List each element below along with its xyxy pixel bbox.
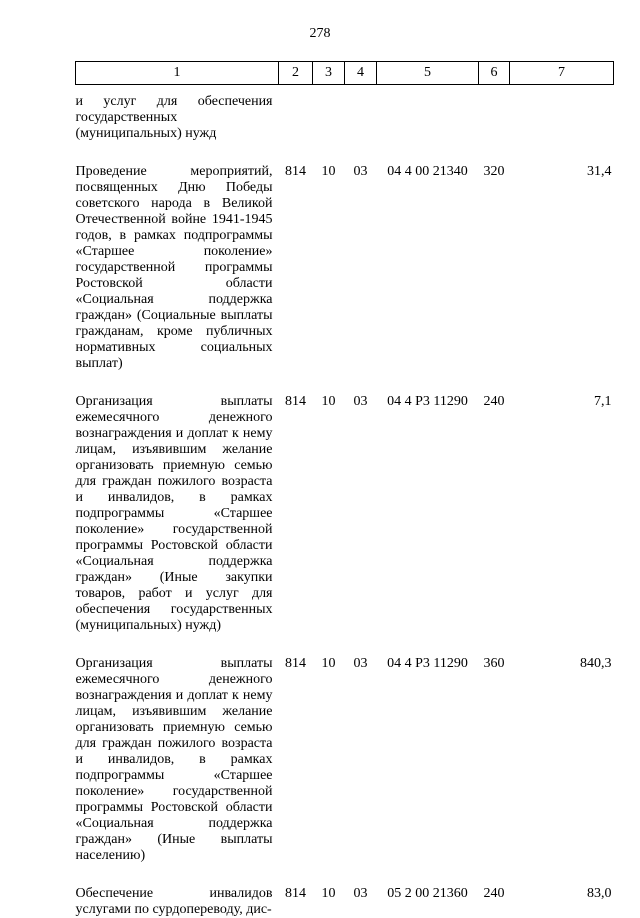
row-vr: 320 [479, 142, 510, 372]
row-pr: 03 [345, 372, 377, 634]
column-header: 6 [479, 62, 510, 85]
header-row [76, 62, 614, 85]
row-pr: 03 [345, 142, 377, 372]
row-description: Организация выплаты ежемесячного денежного вознаграждения и доплат к нему лицам, изъявившим желание организовать приемную семью для граждан пожилого возраста и инвалидов, в рамках подпрограммы «Старшее поколение» государственной программы Ростовской области «Социальная поддержка граждан» (Иные закупки товаров, работ и услуг для обеспечения государственных (муниципальных) нужд) [76, 372, 279, 634]
row-vr: 240 [479, 864, 510, 918]
table-row [76, 142, 614, 372]
column-header: 1 [76, 62, 279, 85]
row-csr: 04 4 Р3 11290 [377, 372, 479, 634]
row-pr: 03 [345, 864, 377, 918]
row-ved [279, 85, 313, 143]
table-body [76, 85, 614, 918]
row-csr: 04 4 00 21340 [377, 142, 479, 372]
table-row [76, 372, 614, 634]
row-amount: 31,4 [510, 142, 614, 372]
row-rz: 10 [313, 142, 345, 372]
table-row [76, 634, 614, 864]
row-description: Обеспечение инвалидов услугами по сурдопереводу, дис- [76, 864, 279, 918]
row-ved: 814 [279, 864, 313, 918]
row-vr: 240 [479, 372, 510, 634]
row-vr: 360 [479, 634, 510, 864]
row-csr: 05 2 00 21360 [377, 864, 479, 918]
column-header: 3 [313, 62, 345, 85]
row-rz: 10 [313, 372, 345, 634]
page-number: 278 [0, 26, 640, 42]
row-pr [345, 85, 377, 143]
table-row [76, 85, 614, 143]
row-amount: 840,3 [510, 634, 614, 864]
column-header: 7 [510, 62, 614, 85]
row-rz [313, 85, 345, 143]
row-rz: 10 [313, 634, 345, 864]
row-description: Проведение мероприятий, посвященных Дню Победы советского народа в Великой Отечественной войне 1941-1945 годов, в рамках подпрограммы «Старшее поколение» государственной программы Ростовской области «Социальная поддержка граждан» (Социальные выплаты гражданам, кроме публичных нормативных социальных выплат) [76, 142, 279, 372]
column-header: 2 [279, 62, 313, 85]
row-csr: 04 4 Р3 11290 [377, 634, 479, 864]
row-amount: 7,1 [510, 372, 614, 634]
column-header: 5 [377, 62, 479, 85]
row-ved: 814 [279, 372, 313, 634]
row-amount: 83,0 [510, 864, 614, 918]
row-ved: 814 [279, 142, 313, 372]
row-description: и услуг для обеспечения государственных (муниципальных) нужд [76, 85, 279, 143]
row-csr [377, 85, 479, 143]
row-description: Организация выплаты ежемесячного денежного вознаграждения и доплат к нему лицам, изъявившим желание организовать приемную семью для граждан пожилого возраста и инвалидов, в рамках подпрограммы «Старшее поколение» государственной программы Ростовской области «Социальная поддержка граждан» (Иные выплаты населению) [76, 634, 279, 864]
row-pr: 03 [345, 634, 377, 864]
row-amount [510, 85, 614, 143]
row-rz: 10 [313, 864, 345, 918]
table-row [76, 864, 614, 918]
budget-table [75, 61, 614, 918]
row-vr [479, 85, 510, 143]
row-ved: 814 [279, 634, 313, 864]
table-header [76, 62, 614, 85]
column-header: 4 [345, 62, 377, 85]
